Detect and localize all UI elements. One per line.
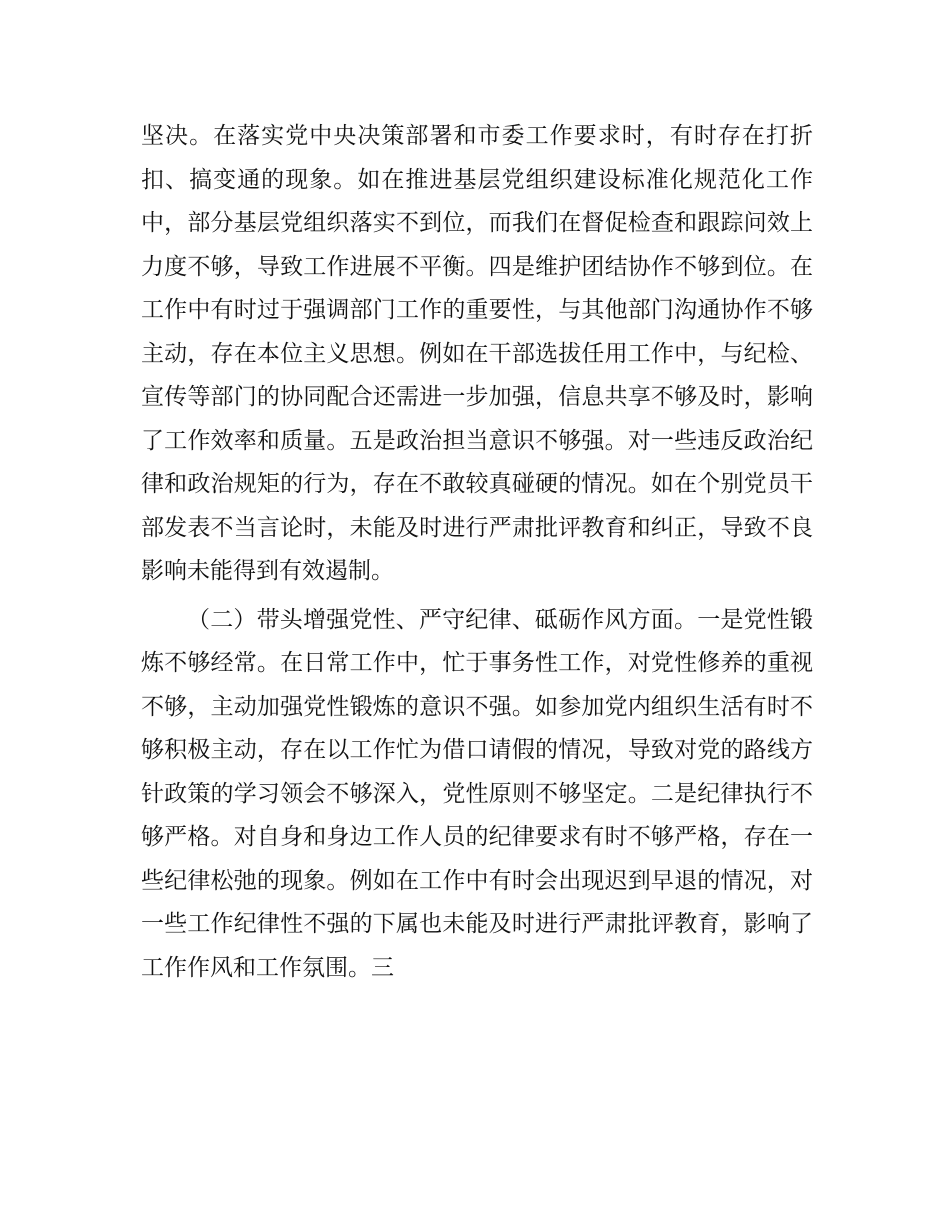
paragraph-1: 坚决。在落实党中央决策部署和市委工作要求时，有时存在打折扣、搞变通的现象。如在推进基层党组织建设标准化规范化工作中，部分基层党组织落实不到位，而我们在督促检查和跟踪问效上力度不够，导致工作进展不平衡。四是维护团结协作不够到位。在工作中有时过于强调部门工作的重要性，与其他部门沟通协作不够主动，存在本位主义思想。例如在干部选拔任用工作中，与纪检、宣传等部门的协同配合还需进一步加强，信息共享不够及时，影响了工作效率和质量。五是政治担当意识不够强。对一些违反政治纪律和政治规矩的行为，存在不敢较真碰硬的情况。如在个别党员干部发表不当言论时，未能及时进行严肃批评教育和纠正，导致不良影响未能得到有效遏制。 — [141, 123, 813, 584]
paragraph-2: （二）带头增强党性、严守纪律、砥砺作风方面。一是党性锻炼不够经常。在日常工作中，忙于事务性工作，对党性修养的重视不够，主动加强党性锻炼的意识不强。如参加党内组织生活有时不够积极主动，存在以工作忙为借口请假的情况，导致对党的路线方针政策的学习领会不够深入，党性原则不够坚定。二是纪律执行不够严格。对自身和身边工作人员的纪律要求有时不够严格，存在一些纪律松弛的现象。例如在工作中有时会出现迟到早退的情况，对一些工作纪律性不强的下属也未能及时进行严肃批评教育，影响了工作作风和工作氛围。三 — [141, 606, 813, 981]
document-body — [141, 115, 813, 990]
